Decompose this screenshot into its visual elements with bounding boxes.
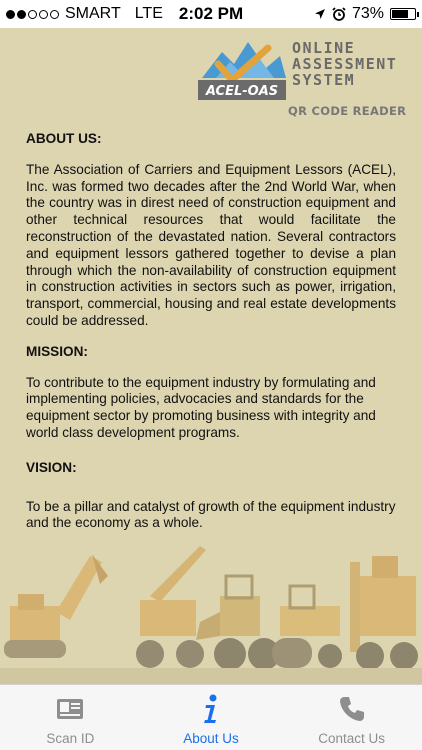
- tab-label: Contact Us: [318, 731, 386, 746]
- tab-bar: [0, 684, 422, 750]
- phone-icon: [336, 693, 368, 725]
- battery-icon: [390, 8, 416, 20]
- vision-heading: VISION:: [26, 459, 77, 475]
- tab-contact-us[interactable]: [281, 685, 422, 750]
- status-bar: [0, 0, 422, 28]
- id-card-icon: [54, 693, 86, 725]
- tab-label: Scan ID: [46, 731, 95, 746]
- acel-oas-logo-icon: [196, 34, 288, 106]
- status-time: 2:02 PM: [178, 4, 244, 23]
- info-icon: [195, 693, 227, 725]
- construction-equipment-illustration: [0, 536, 422, 684]
- about-text: The Association of Carriers and Equipment Lessors (ACEL), Inc. was formed two decades after the 2nd World War, when the country was in direst need of construction equipment and other technical resources that would facilitate the reconstruction of the devastated nation. Several contractors and equipment lessors gathered together to devise a plan through which the non-availability of construction equipment in construction activities in sectors such as power, irrigation, transport, commercial, housing and real estate developments could be addressed.: [26, 161, 396, 328]
- mission-heading: MISSION:: [26, 343, 88, 359]
- about-heading: ABOUT US:: [26, 131, 102, 146]
- tab-scan-id[interactable]: [0, 685, 141, 750]
- logo-title-line: SYSTEM: [292, 71, 356, 89]
- vision-text: To be a pillar and catalyst of growth of the equipment industry and the economy as a whole.: [26, 498, 396, 531]
- alarm-clock-icon: [332, 7, 346, 21]
- battery-fill: [392, 10, 408, 18]
- carrier-name: SMART: [65, 5, 121, 22]
- mission-text: To contribute to the equipment industry by formulating and implementing policies, advocacies and standards for the equipment sector by promoting business with integrity and world class development programs.: [26, 374, 376, 440]
- status-left: [6, 5, 163, 23]
- logo-title: [292, 40, 416, 88]
- logo-mark-text: ACEL-OAS: [205, 84, 279, 99]
- logo-title-line: ASSESSMENT: [292, 55, 398, 73]
- tab-label: About Us: [183, 731, 239, 746]
- status-right: [314, 5, 416, 23]
- signal-strength-icon: [6, 10, 59, 19]
- logo-title-line: ONLINE: [292, 39, 356, 57]
- tab-about-us[interactable]: [141, 685, 282, 750]
- battery-percent: 73%: [351, 5, 384, 22]
- logo-subtitle: QR CODE READER: [288, 104, 407, 118]
- about-content: [26, 131, 396, 532]
- app-logo: [196, 34, 416, 120]
- location-arrow-icon: [314, 8, 326, 20]
- network-type: LTE: [134, 5, 163, 22]
